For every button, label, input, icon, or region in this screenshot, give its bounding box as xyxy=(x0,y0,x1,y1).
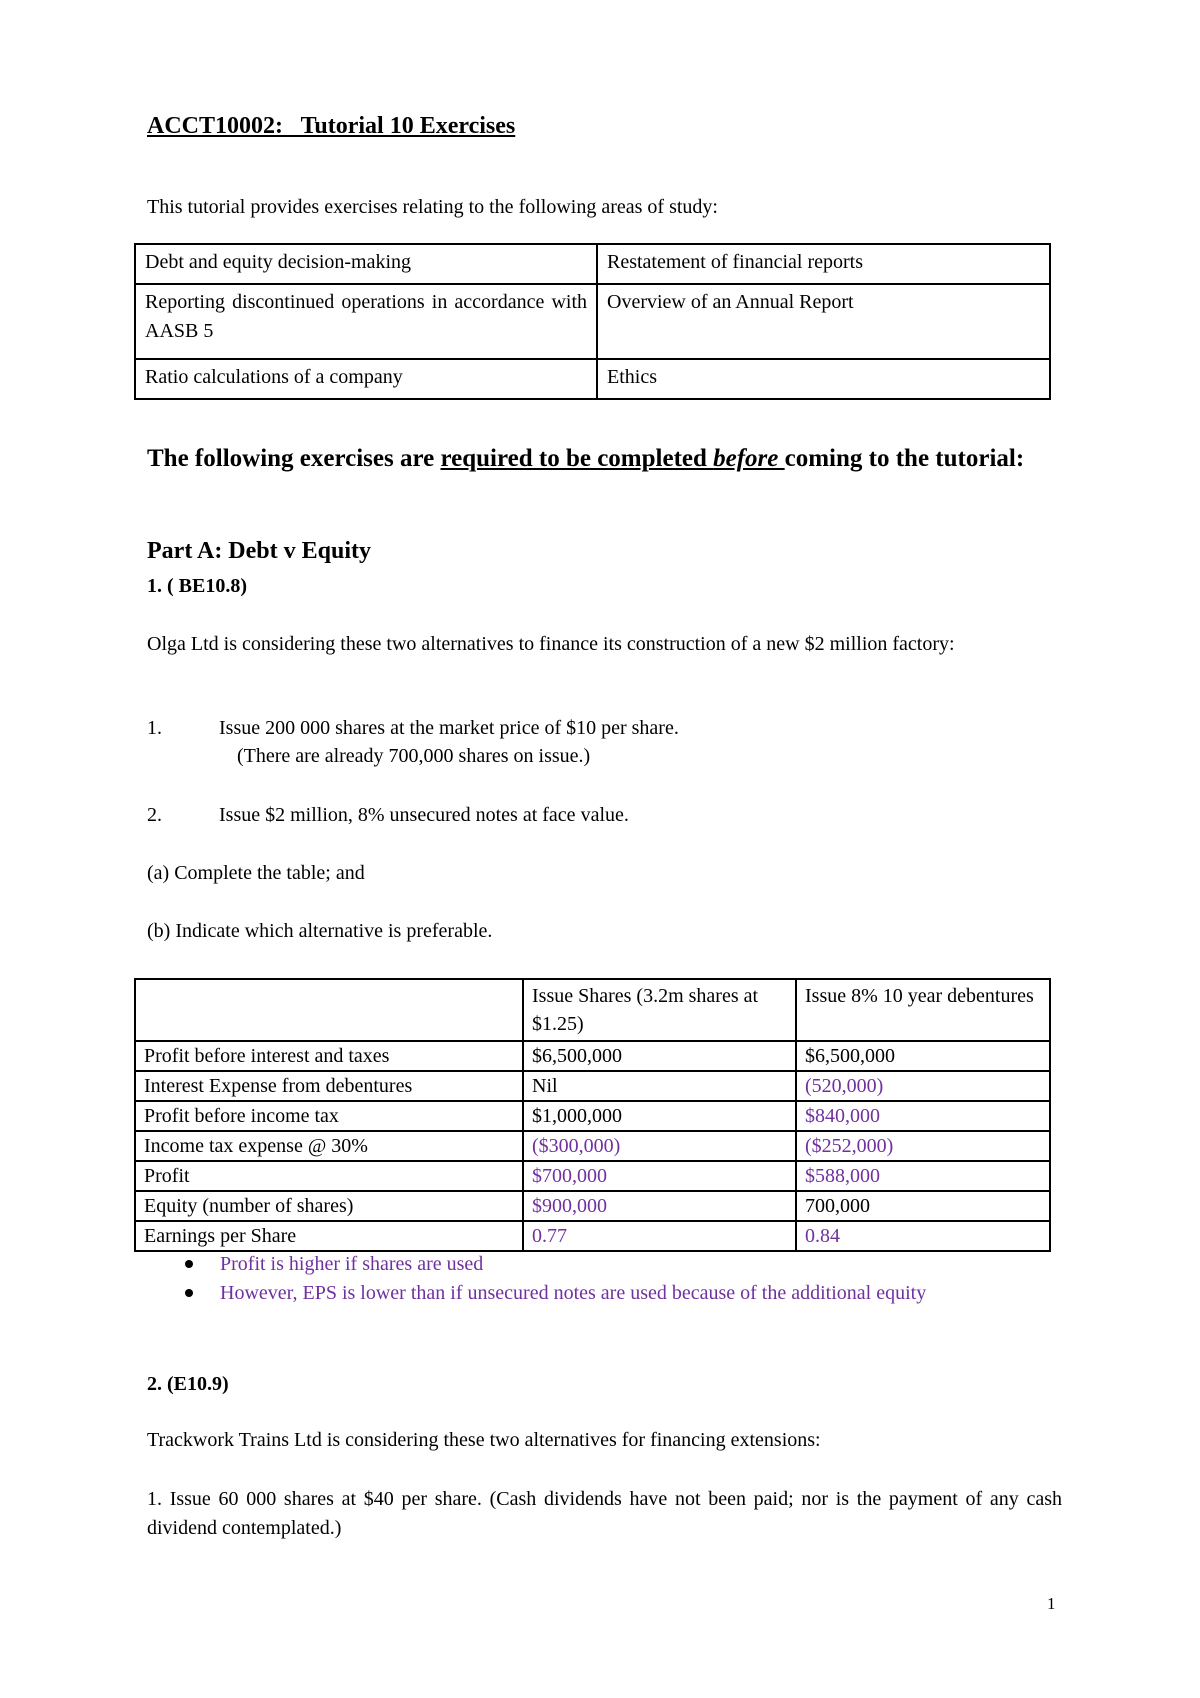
list-item xyxy=(185,1250,1062,1279)
table-cell: Overview of an Annual Report xyxy=(597,284,1050,359)
shares-value: Nil xyxy=(523,1071,796,1101)
part-a-heading: Part A: Debt v Equity xyxy=(147,538,371,564)
table-row xyxy=(135,244,1050,284)
requirement-italic: before xyxy=(713,445,785,472)
table-cell: Ratio calculations of a company xyxy=(135,359,597,399)
table-cell: Restatement of financial reports xyxy=(597,244,1050,284)
table-cell: Debt and equity decision-making xyxy=(135,244,597,284)
table-cell: Ethics xyxy=(597,359,1050,399)
shares-value: ($300,000) xyxy=(523,1131,796,1161)
table-row xyxy=(135,1041,1050,1071)
requirement-heading xyxy=(147,442,1062,476)
table-row xyxy=(135,359,1050,399)
row-label: Interest Expense from debentures xyxy=(135,1071,523,1101)
answer-text: Profit is higher if shares are used xyxy=(220,1253,484,1275)
shares-value: $700,000 xyxy=(523,1161,796,1191)
alternative-2 xyxy=(147,804,629,827)
shares-value: 0.77 xyxy=(523,1221,796,1251)
table-header-row xyxy=(135,979,1050,1041)
debt-value: ($252,000) xyxy=(796,1131,1050,1161)
shares-value: $900,000 xyxy=(523,1191,796,1221)
answer-list xyxy=(185,1250,1062,1308)
debt-value: 0.84 xyxy=(796,1221,1050,1251)
table-row xyxy=(135,1191,1050,1221)
list-text: Issue $2 million, 8% unsecured notes at face value. xyxy=(219,804,629,826)
debt-value: (520,000) xyxy=(796,1071,1050,1101)
intro-text: This tutorial provides exercises relating to the following areas of study: xyxy=(147,196,718,218)
bullet-icon xyxy=(185,1260,193,1268)
table-cell xyxy=(135,979,523,1041)
alternative-1-note: (There are already 700,000 shares on issue.) xyxy=(237,745,591,767)
debt-value: $588,000 xyxy=(796,1161,1050,1191)
page-number: 1 xyxy=(1047,1594,1056,1613)
requirement-underlined: required to be completed before xyxy=(440,445,785,472)
question-1-label: 1. ( BE10.8) xyxy=(147,575,247,597)
task-a: (a) Complete the table; and xyxy=(147,862,365,884)
row-label: Income tax expense @ 30% xyxy=(135,1131,523,1161)
shares-value: $1,000,000 xyxy=(523,1101,796,1131)
question-1-text: Olga Ltd is considering these two alternatives to finance its construction of a new $2 million factory: xyxy=(147,633,955,655)
table-row xyxy=(135,1101,1050,1131)
requirement-post: coming to the tutorial: xyxy=(784,445,1025,472)
question-2-alternative-1: 1. Issue 60 000 shares at $40 per share. (Cash dividends have not been paid; nor is the payment of any cash dividend contemplated.) xyxy=(147,1488,1062,1539)
question-2-label: 2. (E10.9) xyxy=(147,1373,229,1395)
row-label: Equity (number of shares) xyxy=(135,1191,523,1221)
answer-text: However, EPS is lower than if unsecured notes are used because of the additional equity xyxy=(220,1282,927,1304)
row-label: Earnings per Share xyxy=(135,1221,523,1251)
table-row xyxy=(135,1221,1050,1251)
study-areas-table xyxy=(134,243,1051,400)
shares-value: $6,500,000 xyxy=(523,1041,796,1071)
column-header: Issue Shares (3.2m shares at $1.25) xyxy=(523,979,796,1041)
alternative-1 xyxy=(147,717,679,740)
table-row xyxy=(135,1131,1050,1161)
list-number: 2. xyxy=(147,804,162,826)
table-row xyxy=(135,284,1050,359)
table-row xyxy=(135,1071,1050,1101)
row-label: Profit xyxy=(135,1161,523,1191)
list-text: Issue 200 000 shares at the market price of $10 per share. xyxy=(219,717,679,739)
row-label: Profit before income tax xyxy=(135,1101,523,1131)
question-2-text: Trackwork Trains Ltd is considering these two alternatives for financing extensions: xyxy=(147,1429,821,1451)
debt-value: 700,000 xyxy=(796,1191,1050,1221)
list-number: 1. xyxy=(147,717,162,739)
bullet-icon xyxy=(185,1289,193,1297)
requirement-pre: The following exercises are xyxy=(147,445,441,472)
table-cell: Reporting discontinued operations in accordance with AASB 5 xyxy=(135,284,597,359)
calculation-table xyxy=(134,978,1051,1252)
debt-value: $6,500,000 xyxy=(796,1041,1050,1071)
debt-value: $840,000 xyxy=(796,1101,1050,1131)
page-title: ACCT10002: Tutorial 10 Exercises xyxy=(147,113,516,139)
row-label: Profit before interest and taxes xyxy=(135,1041,523,1071)
task-b: (b) Indicate which alternative is preferable. xyxy=(147,920,493,942)
list-item xyxy=(185,1279,1062,1308)
column-header: Issue 8% 10 year debentures xyxy=(796,979,1050,1041)
table-row xyxy=(135,1161,1050,1191)
